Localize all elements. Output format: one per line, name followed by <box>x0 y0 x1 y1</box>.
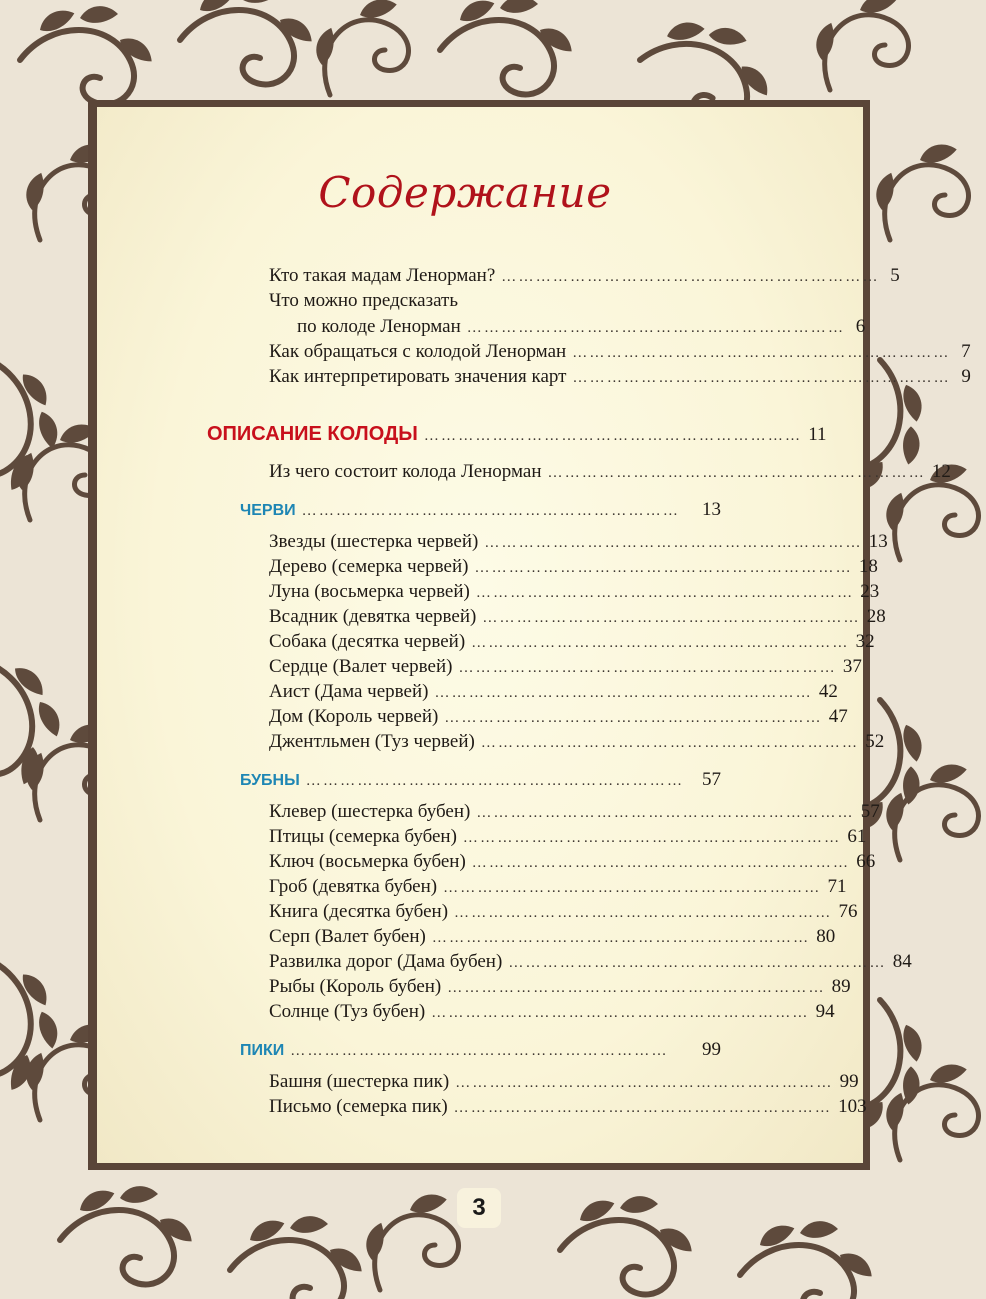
dot-leader: ………………………………………………………… <box>471 855 851 871</box>
toc-entry-page: 66 <box>856 851 876 872</box>
toc-entry-label: Собака (десятка червей) <box>269 631 466 652</box>
toc-entry-page: 13 <box>868 531 888 552</box>
dot-leader: ………………………………………………………… <box>474 560 853 576</box>
toc-entry-page: 7 <box>961 341 971 362</box>
toc-entry-label: Аист (Дама червей) <box>269 681 429 702</box>
toc-entry <box>269 976 851 1001</box>
dot-leader: ………………………………………………………… <box>458 660 837 676</box>
toc-entry-label: Гроб (девятка бубен) <box>269 876 438 897</box>
toc-entry <box>269 1071 859 1096</box>
toc-entry <box>269 1001 835 1026</box>
toc-entry <box>269 290 721 315</box>
toc-section-page: 13 <box>702 499 721 520</box>
toc-entry-label: Как обращаться с колодой Ленорман <box>269 341 567 362</box>
toc-entry-label: Рыбы (Король бубен) <box>269 976 442 997</box>
toc-entry-page: 89 <box>831 976 851 997</box>
toc-entry-label: Письмо (семерка пик) <box>269 1096 448 1117</box>
toc-entry-page: 5 <box>890 265 900 286</box>
dot-leader: ………………………………………………………… <box>290 1043 669 1059</box>
page-title: Содержание <box>318 168 612 217</box>
toc-entry-label: Солнце (Туз бубен) <box>269 1001 426 1022</box>
toc-entry-page: 52 <box>865 731 885 752</box>
toc-entry <box>269 631 875 656</box>
toc-entry-page: 18 <box>858 556 878 577</box>
toc-entry-label: Джентльмен (Туз червей) <box>269 731 475 752</box>
toc-chapter <box>207 423 827 448</box>
dot-leader: ………………………………………………………… <box>572 345 951 361</box>
toc-entry-label: Клевер (шестерка бубен) <box>269 801 471 822</box>
toc-chapter-label: ОПИСАНИЕ КОЛОДЫ <box>207 423 418 445</box>
toc-entry-label: Что можно предсказать <box>269 290 458 311</box>
dot-leader: ………………………………………………………… <box>475 585 855 601</box>
dot-leader: ………………………………………………………… <box>431 1005 810 1021</box>
dot-leader: ………………………………………………………… <box>462 830 842 846</box>
toc-entry-page: 94 <box>815 1001 835 1022</box>
toc-chapter-page: 11 <box>808 424 827 445</box>
toc-entry-label: Звезды (шестерка червей) <box>269 531 479 552</box>
toc-entry <box>269 656 862 681</box>
toc-entry <box>269 876 847 901</box>
page-number: 3 <box>457 1188 501 1228</box>
toc-entry <box>269 901 858 926</box>
toc-entry <box>269 926 836 951</box>
dot-leader: ………………………………………………………… <box>434 685 813 701</box>
toc-entry-page: 99 <box>839 1071 859 1092</box>
toc-entry-page: 42 <box>818 681 838 702</box>
dot-leader: ………………………………………………………… <box>508 955 887 971</box>
toc-section-label: ПИКИ <box>240 1042 285 1059</box>
toc-entry <box>269 341 971 366</box>
toc-entry-label: Из чего состоит колода Ленорман <box>269 461 542 482</box>
dot-leader: ………………………………………………………… <box>447 980 826 996</box>
toc-entry <box>269 1096 867 1121</box>
dot-leader: ………………………………………………………… <box>476 805 855 821</box>
toc-entry <box>269 826 867 851</box>
toc-section-spades <box>240 1039 721 1064</box>
toc-entry-page: 12 <box>931 461 951 482</box>
toc-entry-label: Сердце (Валет червей) <box>269 656 453 677</box>
toc-section-diamonds <box>240 769 721 794</box>
toc-entry <box>269 851 876 876</box>
dot-leader: ………………………………………………………… <box>480 735 860 751</box>
toc-entry-label: Развилка дорог (Дама бубен) <box>269 951 503 972</box>
toc-entry-page: 32 <box>855 631 875 652</box>
dot-leader: ………………………………………………………… <box>423 428 803 444</box>
toc-entry-label: Башня (шестерка пик) <box>269 1071 450 1092</box>
dot-leader: ………………………………………………………… <box>471 635 850 651</box>
toc-entry-page: 47 <box>828 706 848 727</box>
dot-leader: ………………………………………………………… <box>443 880 822 896</box>
toc-entry-label: Кто такая мадам Ленорман? <box>269 265 496 286</box>
toc-entry-label: Как интерпретировать значения карт <box>269 366 567 387</box>
toc-entry-label: Луна (восьмерка червей) <box>269 581 470 602</box>
toc-entry-label: по колоде Ленорман <box>297 316 461 337</box>
toc-entry-label: Птицы (семерка бубен) <box>269 826 457 847</box>
toc-entry-label: Дерево (семерка червей) <box>269 556 469 577</box>
toc-entry <box>269 731 885 756</box>
toc-entry-page: 9 <box>961 366 971 387</box>
toc-entry-label: Ключ (восьмерка бубен) <box>269 851 466 872</box>
toc-entry-page: 28 <box>866 606 886 627</box>
toc-entry-page: 57 <box>860 801 880 822</box>
dot-leader: ………………………………………………………… <box>484 535 863 551</box>
toc-section-label: БУБНЫ <box>240 772 300 789</box>
toc-entry <box>269 681 838 706</box>
toc-section-label: ЧЕРВИ <box>240 502 296 519</box>
dot-leader: ………………………………………………………… <box>572 370 951 386</box>
dot-leader: ………………………………………………………… <box>466 320 846 336</box>
toc-entry <box>269 265 900 290</box>
toc-section-page: 99 <box>702 1039 721 1060</box>
toc-entry <box>297 316 866 341</box>
toc-entry <box>269 581 880 606</box>
dot-leader: ………………………………………………………… <box>444 710 823 726</box>
toc-section-page: 57 <box>702 769 721 790</box>
dot-leader: ………………………………………………………… <box>431 930 811 946</box>
toc-entry-page: 76 <box>838 901 858 922</box>
dot-leader: ………………………………………………………… <box>453 1100 833 1116</box>
toc-entry-label: Серп (Валет бубен) <box>269 926 426 947</box>
dot-leader: ………………………………………………………… <box>455 1075 834 1091</box>
toc-entry-label: Дом (Король червей) <box>269 706 439 727</box>
toc-entry-page: 6 <box>855 316 866 337</box>
toc-entry-label: Книга (десятка бубен) <box>269 901 449 922</box>
toc-entry-page: 84 <box>892 951 912 972</box>
toc-entry <box>269 556 878 581</box>
toc-entry <box>269 706 848 731</box>
dot-leader: ………………………………………………………… <box>305 773 685 789</box>
toc-entry-page: 61 <box>847 826 867 847</box>
dot-leader: ………………………………………………………… <box>301 503 681 519</box>
toc-entry <box>269 461 951 486</box>
toc-entry-page: 37 <box>842 656 862 677</box>
dot-leader: ………………………………………………………… <box>547 465 926 481</box>
toc-entry-page: 80 <box>816 926 836 947</box>
dot-leader: ………………………………………………………… <box>501 269 880 285</box>
dot-leader: ………………………………………………………… <box>482 610 861 626</box>
dot-leader: ………………………………………………………… <box>454 905 833 921</box>
toc-entry <box>269 606 886 631</box>
toc-entry-page: 23 <box>860 581 880 602</box>
toc-entry-page: 71 <box>827 876 847 897</box>
toc-entry-page: 103 <box>838 1096 867 1117</box>
toc-entry <box>269 531 888 556</box>
toc-entry <box>269 366 971 391</box>
toc-entry <box>269 951 912 976</box>
toc-section-hearts <box>240 499 721 524</box>
toc-entry-label: Всадник (девятка червей) <box>269 606 477 627</box>
toc-entry <box>269 801 880 826</box>
